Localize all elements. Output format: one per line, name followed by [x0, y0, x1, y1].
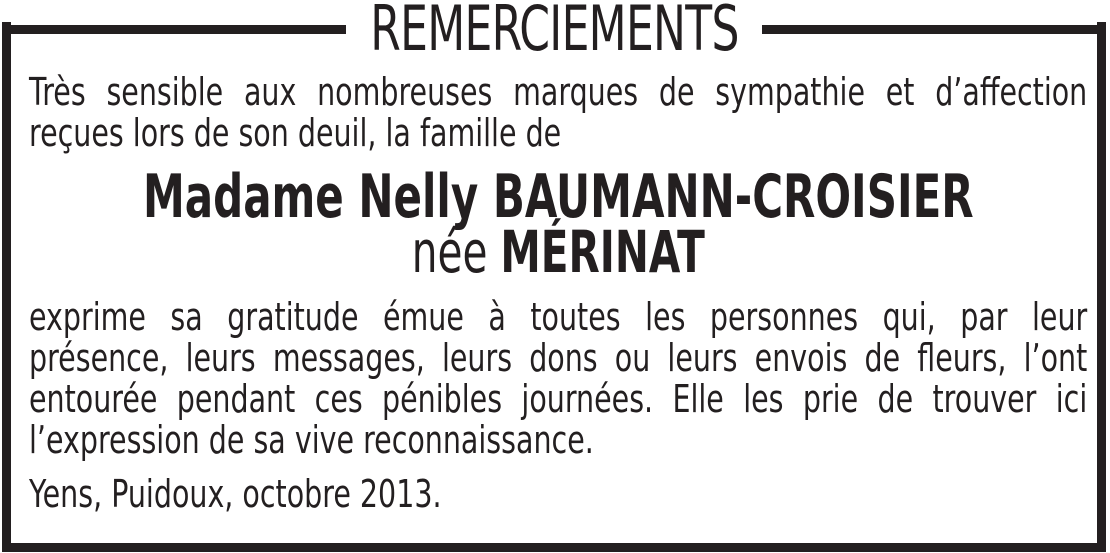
text-line: exprime sa gratitude émue à toutes les personnes qui, par leur: [29, 295, 1088, 339]
deceased-name: Madame Nelly BAUMANN-CROISIER: [142, 162, 974, 232]
nee-prefix: née: [411, 218, 501, 286]
deceased-name-block: [29, 162, 1087, 286]
deceased-maiden-line: [29, 218, 1087, 286]
text-line: entourée pendant ces pénibles journées. Elle les prie de trouver ici: [29, 377, 1088, 421]
closing-line: Yens, Puidoux, octobre 2013.: [29, 472, 442, 516]
body-paragraph: [29, 297, 1087, 461]
notice-frame: [2, 0, 1106, 552]
intro-paragraph: [29, 72, 1087, 154]
deceased-name-line: [29, 162, 1087, 232]
text-line: Très sensible aux nombreuses marques de sympathie et d’affection: [29, 70, 1088, 114]
maiden-name: MÉRINAT: [500, 218, 705, 286]
text-line: l’expression de sa vive reconnaissance.: [29, 418, 594, 462]
text-line: reçues lors de son deuil, la famille de: [29, 111, 562, 155]
notice-title-text: REMERCIEMENTS: [369, 0, 739, 65]
deceased-maiden-name: [411, 218, 705, 286]
text-line: présence, leurs messages, leurs dons ou leurs envois de fleurs, l’ont: [29, 336, 1088, 380]
closing-line-wrap: [29, 474, 1087, 515]
notice-content: [11, 22, 1097, 543]
